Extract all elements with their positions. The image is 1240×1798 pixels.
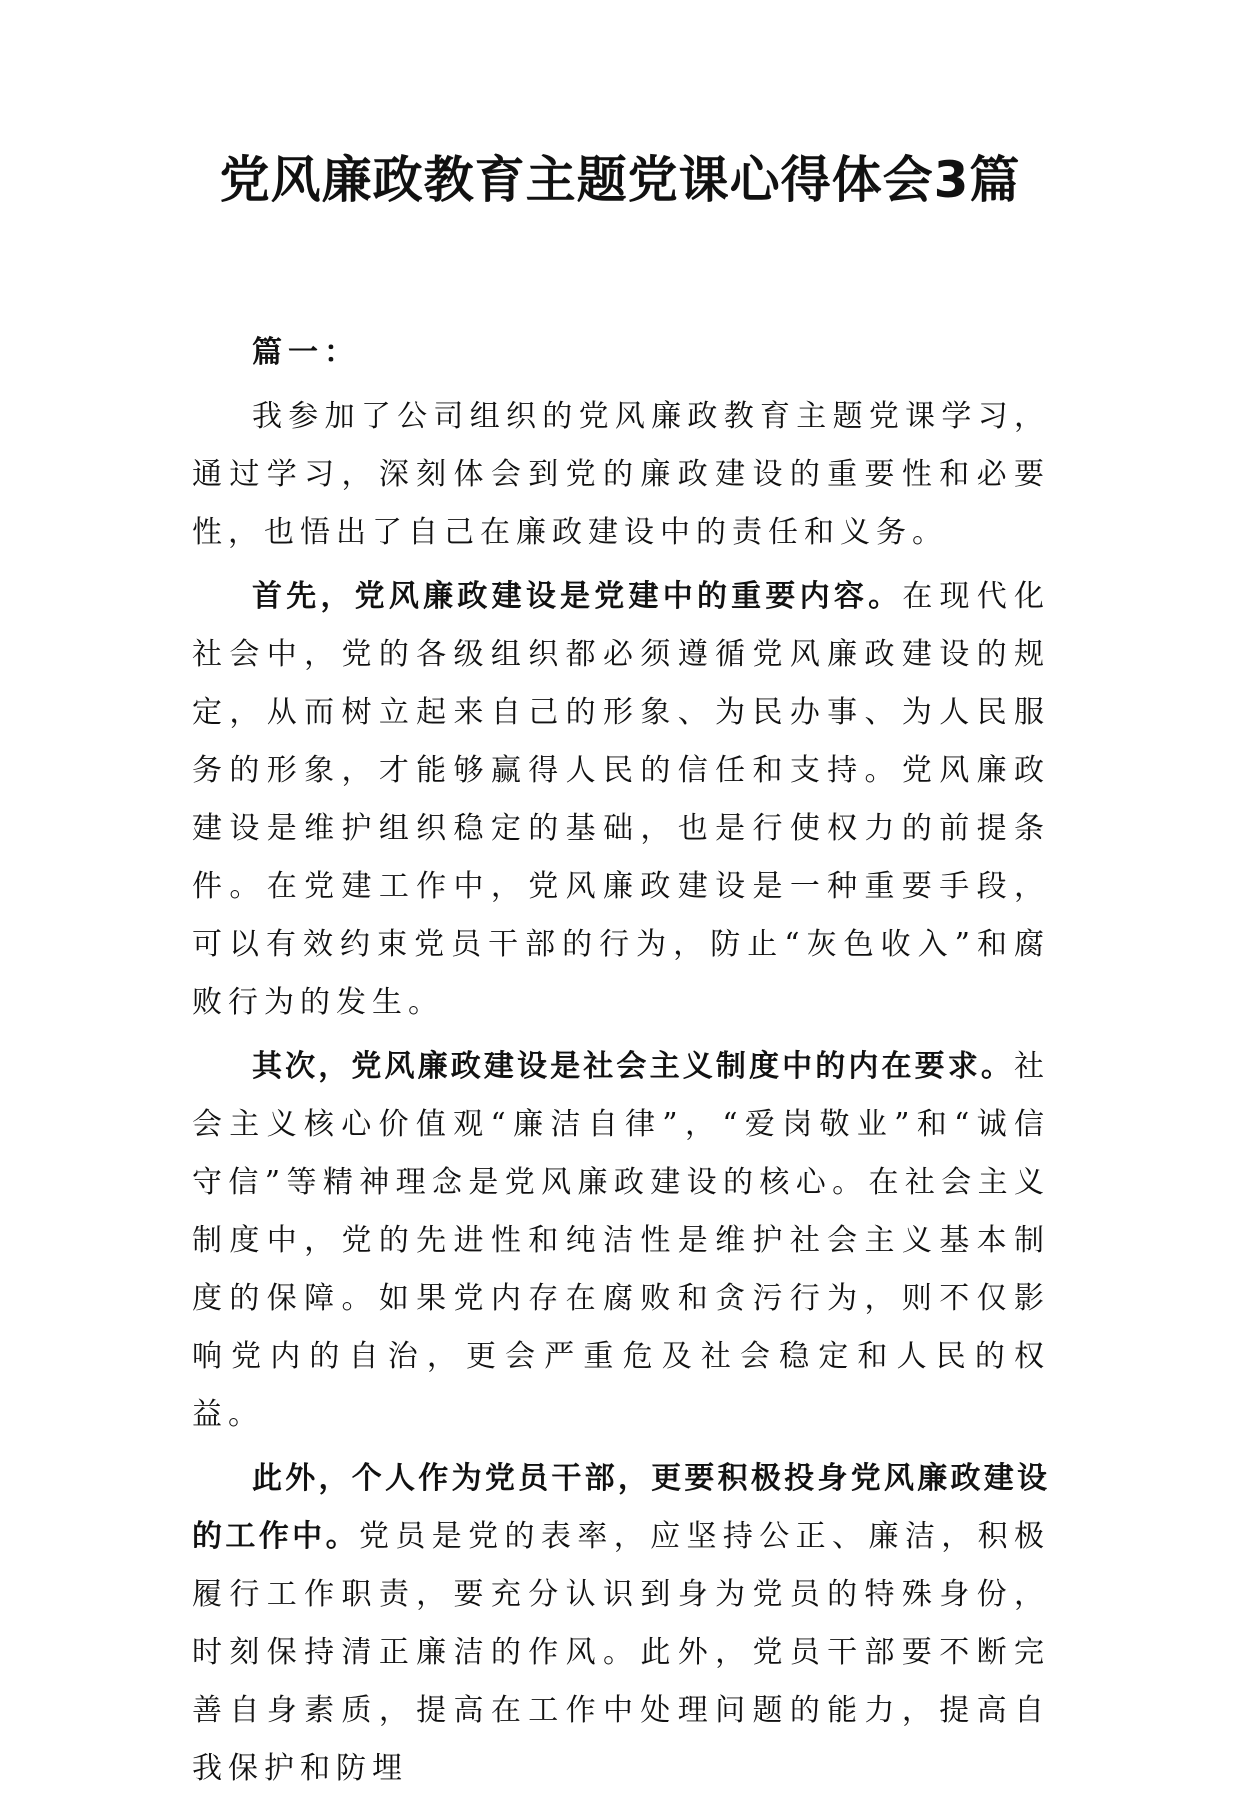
paragraph-2 <box>192 568 1050 1032</box>
paragraph-3 <box>192 1038 1050 1444</box>
paragraph-4-lead: 此外，个人作为党员干部，更要积极投身党风廉政建设的工作中。 <box>192 1461 1050 1554</box>
paragraph-2-text: 在现代化社会中，党的各级组织都必须遵循党风廉政建设的规定，从而树立起来自己的形象、为民办事、为人民服务的形象，才能够赢得人民的信任和支持。党风廉政建设是维护组织稳定的基础，也是行使权力的前提条件。在党建工作中，党风廉政建设是一种重要手段，可以有效约束党员干部的行为，防止“灰色收入”和腐败行为的发生。 <box>192 579 1051 1020</box>
paragraph-3-lead: 其次，党风廉政建设是社会主义制度中的内在要求。 <box>252 1049 1014 1084</box>
section-heading: 篇一： <box>252 335 360 370</box>
paragraph-1 <box>192 388 1050 562</box>
paragraph-2-lead: 首先，党风廉政建设是党建中的重要内容。 <box>252 579 903 614</box>
document-title: 党风廉政教育主题党课心得体会3篇 <box>219 151 1021 209</box>
paragraph-4 <box>192 1450 1050 1798</box>
paragraph-3-text: 社会主义核心价值观“廉洁自律”，“爱岗敬业”和“诚信守信”等精神理念是党风廉政建设的核心。在社会主义制度中，党的先进性和纯洁性是维护社会主义基本制度的保障。如果党内存在腐败和贪污行为，则不仅影响党内的自治，更会严重危及社会稳定和人民的权益。 <box>192 1049 1050 1432</box>
document-body <box>192 324 1050 1798</box>
paragraph-4-text: 党员是党的表率，应坚持公正、廉洁，积极履行工作职责，要充分认识到身为党员的特殊身份，时刻保持清正廉洁的作风。此外，党员干部要不断完善自身素质，提高在工作中处理问题的能力，提高自我保护和防埋 <box>192 1519 1051 1786</box>
paragraph-1-text: 我参加了公司组织的党风廉政教育主题党课学习，通过学习，深刻体会到党的廉政建设的重要性和必要性，也悟出了自己在廉政建设中的责任和义务。 <box>192 399 1050 550</box>
